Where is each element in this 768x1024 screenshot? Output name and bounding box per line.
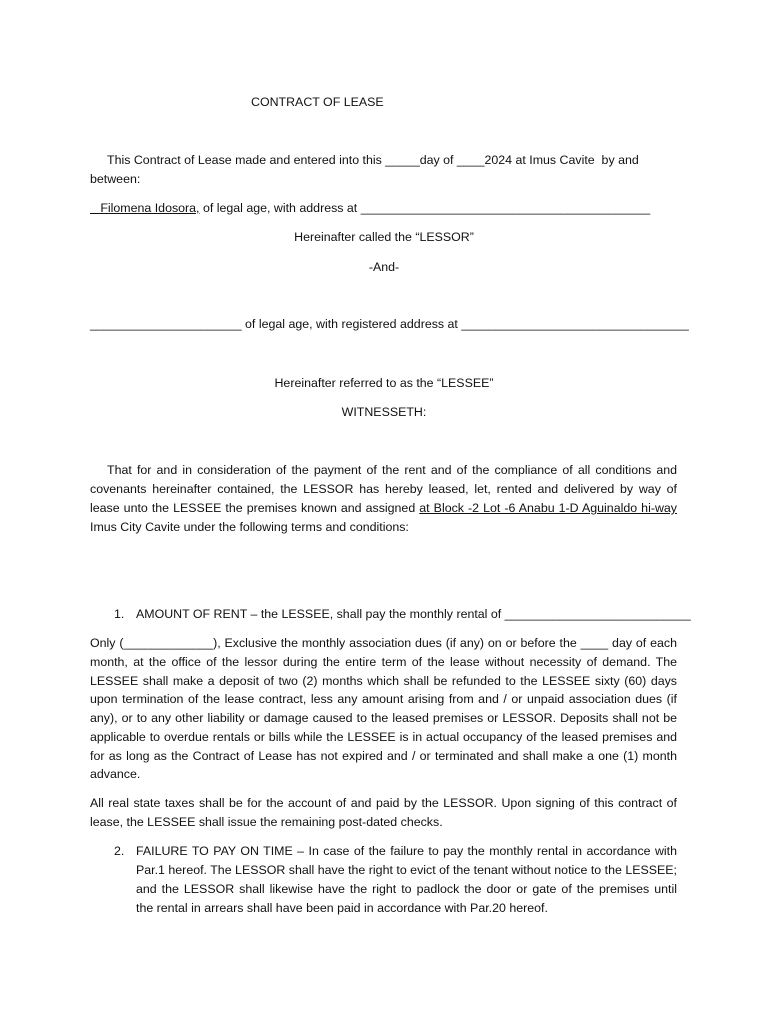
item-2-number: 2. (114, 844, 125, 858)
consideration-line-3-text: lease unto the LESSEE the premises known and assigned (90, 501, 420, 515)
lessee-called: Hereinafter referred to as the “LESSEE” (274, 376, 494, 390)
lessor-line (90, 200, 650, 216)
rent-para-line: any), or to any other liability or damage caused to the leased premises or LESSOR. Deposits shall not be (90, 711, 677, 725)
rent-para-line: month, at the office of the lessor during the entire term of the lease without necessity of demand. The (90, 655, 677, 669)
tax-para-line-1: All real state taxes shall be for the account of and paid by the LESSOR. Upon signing of this contract of (90, 796, 677, 810)
witnesseth-heading: WITNESSETH: (341, 405, 427, 419)
intro-line-1: This Contract of Lease made and entered into this _____day of ____2024 at Imus Cavite by and (107, 153, 639, 167)
rent-para-line: Only (_____________), Exclusive the monthly association dues (if any) on or before the ____ day of each (90, 636, 677, 650)
rent-para-line: upon termination of the lease contract, less any amount arising from and / or unpaid association dues (if (90, 692, 677, 706)
lessor-called: Hereinafter called the “LESSOR” (294, 230, 474, 244)
rent-para-last-line: advance. (90, 767, 141, 781)
item-2-last-line: the rental in arrears shall have been paid in accordance with Par.20 hereof. (136, 901, 548, 915)
intro-line-2: between: (90, 172, 141, 186)
item-1-heading: AMOUNT OF RENT – the LESSEE, shall pay the monthly rental of ___________________________ (136, 607, 691, 621)
consideration-line-4: Imus City Cavite under the following terms and conditions: (90, 520, 409, 534)
rent-para-line: LESSEE shall make a deposit of two (2) months which shall be refunded to the LESSEE sixty (60) days (90, 674, 677, 688)
tax-para-line-2: lease, the LESSEE shall issue the remaining post-dated checks. (90, 815, 443, 829)
and-separator: -And- (368, 260, 400, 274)
lessor-name: Filomena Idosora, (90, 201, 200, 215)
rent-para-line: applicable to overdue rentals or bills while the LESSEE is in actual occupancy of the leased premises and (90, 730, 677, 744)
rent-para-line: for as long as the Contract of Lease has not expired and / or terminated and shall make a one (1) month (90, 749, 677, 763)
lessee-line: ______________________ of legal age, with registered address at _________________________________ (90, 317, 689, 331)
premises-address: at Block -2 Lot -6 Anabu 1-D Aguinaldo hi-way (419, 501, 677, 515)
consideration-line-2: covenants hereinafter contained, the LESSOR has hereby leased, let, rented and delivered by way of (90, 482, 677, 496)
item-2-line: Par.1 hereof. The LESSOR shall have the right to evict of the tenant without notice to the LESSEE; (136, 863, 677, 877)
item-2-line: FAILURE TO PAY ON TIME – In case of the failure to pay the monthly rental in accordance with (136, 844, 677, 858)
consideration-line-3 (90, 500, 677, 516)
lessor-address-blank: of legal age, with address at __________________________________________ (199, 201, 651, 215)
item-2-line: and the LESSOR shall likewise have the right to padlock the door or gate of the premises until (136, 882, 677, 896)
consideration-line-1: That for and in consideration of the payment of the rent and of the compliance of all conditions and (107, 463, 677, 477)
document-title: CONTRACT OF LEASE (251, 95, 384, 109)
item-1-number: 1. (114, 607, 125, 621)
